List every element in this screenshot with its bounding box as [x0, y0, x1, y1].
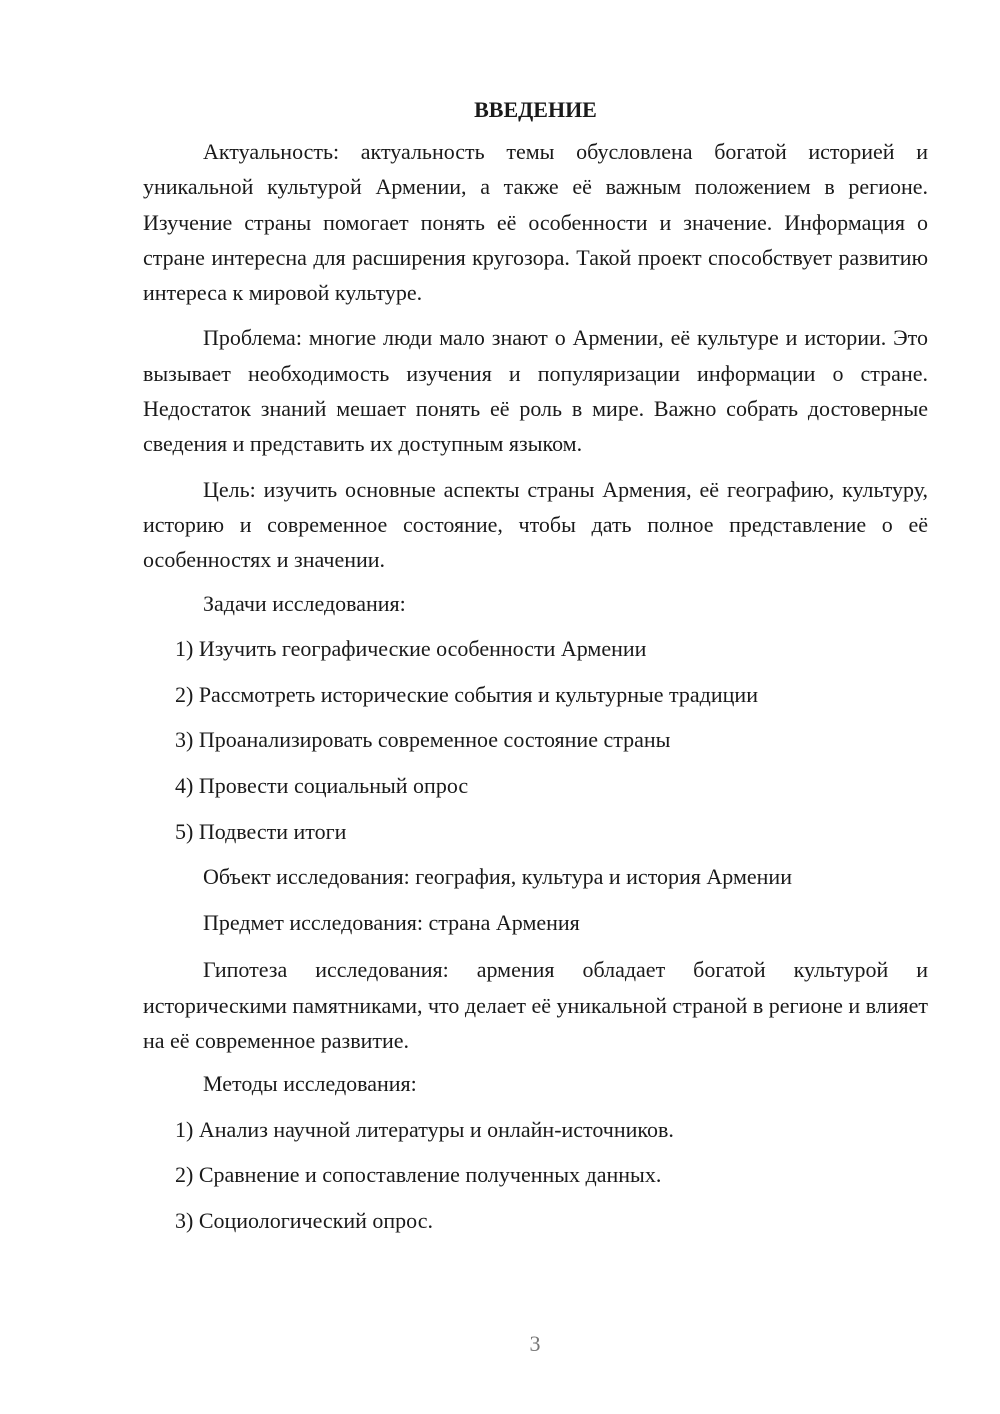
list-item: 1) Анализ научной литературы и онлайн-источников.	[175, 1116, 674, 1142]
relevance-paragraph: Актуальность: актуальность темы обусловлена богатой историей и уникальной культурой Армении, а также её важным положением в регионе. Изучение страны помогает понять её особенности и значение. Информация о стране интересна для расширения кругозора. Такой проект способствует развитию интереса к мировой культуре.	[143, 139, 928, 306]
hypothesis-paragraph: Гипотеза исследования: армения обладает богатой культурой и историческими памятниками, что делает её уникальной страной в регионе и влияет на её современное развитие.	[143, 957, 928, 1053]
problem-paragraph: Проблема: многие люди мало знают о Армении, её культуре и истории. Это вызывает необходимость изучения и популяризации информации о стране. Недостаток знаний мешает понять её роль в мире. Важно собрать достоверные сведения и представить их доступным языком.	[143, 325, 928, 457]
tasks-heading: Задачи исследования:	[203, 590, 406, 616]
tasks-list	[143, 633, 928, 847]
section-title: ВВЕДЕНИЕ	[474, 97, 597, 122]
list-item: 4) Провести социальный опрос	[175, 772, 469, 798]
list-item: 1) Изучить географические особенности Армении	[175, 636, 647, 662]
object-line: Объект исследования: география, культура и история Армении	[203, 864, 792, 890]
list-item: 3) Проанализировать современное состояние страны	[175, 727, 671, 753]
list-item: 3) Социологический опрос.	[175, 1207, 433, 1233]
list-item: 2) Сравнение и сопоставление полученных данных.	[175, 1162, 662, 1188]
page-number: 3	[529, 1331, 541, 1356]
list-item: 2) Рассмотреть исторические события и культурные традиции	[175, 681, 758, 707]
list-item: 5) Подвести итоги	[175, 818, 347, 844]
subject-line: Предмет исследования: страна Армения	[203, 909, 580, 935]
methods-heading: Методы исследования:	[203, 1071, 417, 1097]
methods-list	[143, 1114, 928, 1237]
goal-paragraph: Цель: изучить основные аспекты страны Армения, её географию, культуру, историю и современное состояние, чтобы дать полное представление о её особенностях и значении.	[143, 476, 928, 573]
document-page	[143, 94, 928, 1251]
